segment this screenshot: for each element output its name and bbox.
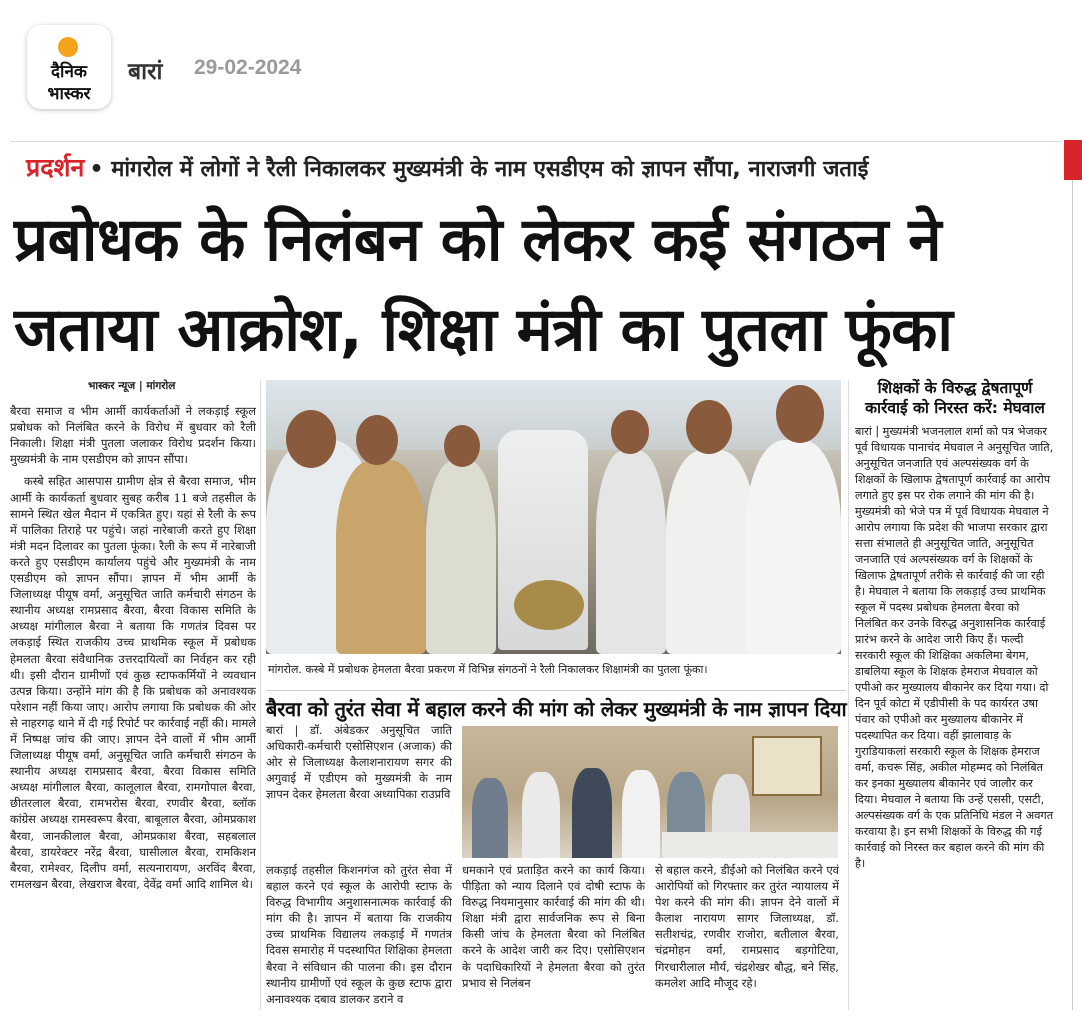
photo-person (336, 460, 426, 654)
page-edge-marker (1064, 140, 1082, 180)
main-paragraph-2: कस्बे सहित आसपास ग्रामीण क्षेत्र से बैरवा समाज, भीम आर्मी के कार्यकर्ता बुधवार सुबह करीब 11 बजे तहसील के सामने स्थित खेल मैदान में एकत्रित हुए। यहां से रैली के रूप में पालिका तिराहे पर पहुंचे। जहां नारेबाजी करते हुए शिक्षा मंत्री मदन दिलावर का पुतला फूंका। रैली के रूप में नारेबाजी करते हुए एसडीएम कार्यालय पहुंचे और मुख्यमंत्री के नाम एसडीएम को ज्ञापन सौंपा। ज्ञापन में भीम आर्मी के जिलाध्यक्ष पीयूष वर्मा, अनुसूचित जाति कर्मचारी संगठन के स्थानीय अध्यक्ष रामप्रसाद बैरवा, बैरवा विकास समिति के अध्यक्ष मांगीलाल बैरवा ने बताया कि गणतंत्र दिवस पर लकड़ाई स्थित राजकीय उच्च प्राथमिक स्कूल में प्रबोधक हेमलता बैरवा संवैधानिक उत्तरदायित्वों का निर्वहन कर रही थी। इसी दौरान ग्रामीणों एवं कुछ स्टाफकर्मियों ने व्यवधान उत्पन्न किया। उन्होंने मांग की है कि प्रबोधक को अनावश्यक परेशान नहीं किया जाए। आरोप लगाया कि प्रबोधक की ओर से नाहरगढ़ थाने में दी गई रिपोर्ट पर कार्रवाई नहीं की। मामले में निष्पक्ष जांच की जाए। ज्ञापन देने वालों में भीम आर्मी जिलाध्यक्ष पीयूष वर्मा, अनुसूचित जाति कर्मचारी संगठन के स्थानीय अध्यक्ष रामप्रसाद बैरवा, बैरवा विकास समिति अध्यक्ष मांगीलाल बैरवा, कालूलाल बैरवा, रामगोपाल बैरवा, छीतरलाल बैरवा, रामभरोस बैरवा, रणवीर बैरवा, ब्लॉक कांग्रेस अध्यक्ष रामस्वरूप बैरवा, बाबूलाल बैरवा, ओमप्रकाश बैरवा, जानकीलाल बैरवा, ओमप्रकाश बैरवा, सहबलाल बैरवा, डायरेक्टर नरेंद्र बैरवा, घासीलाल बैरवा, रामकिशन बैरवा, रामेश्वर, दिलीप वर्मा, सत्यनारायण, अरविंद बैरवा, रामलखन बैरवा, लेखराज बैरवा, देवेंद्र वर्मा आदि शामिल थे। (10, 474, 256, 891)
page-edge-line (1072, 180, 1073, 1010)
side-article-body: बारां | मुख्यमंत्री भजनलाल शर्मा को पत्र भेजकर पूर्व विधायक पानाचंद मेघवाल ने अनुसूचित जाति, अनुसूचित जनजाति एवं अल्पसंख्यक वर्ग के शिक्षकों के खिलाफ द्वेषतापूर्ण कार्रवाई का आरोप लगाते हुए इस पर रोक लगाने की मांग की है। मुख्यमंत्री को भेजे पत्र में पूर्व विधायक मेघवाल ने आरोप लगाया कि प्रदेश की भाजपा सरकार द्वारा सत्ता संभालते ही अनुसूचित जाति, अनुसूचित जनजाति एवं अल्पसंख्यक वर्ग के शिक्षकों के खिलाफ द्वेषतापूर्ण तरीके से कार्रवाई की जा रही है। मेघवाल ने बताया कि लकड़ाई उच्च प्राथमिक स्कूल में पदस्थ प्रबोधक हेमलता बैरवा को निलंबित कर उनके विरुद्ध अनुशासनिक कार्रवाई प्रारंभ करने के आदेश जारी किए हैं। फल्दी सरकारी स्कूल की शिक्षिका अकलिमा बेगम, डाबलिया स्कूल के शिक्षक हेमराज मेघवाल को एपीओ कर मुख्यालय बीकानेर कर दिया गया। दो दिन पूर्व कोटा में एडीपीसी के पद कार्यरत उषा पंवार को एपीओ कर मुख्यालय बीकानेर में पदस्थापित कर दिया। वहीं झालावाड़ के गुराडियाकलां सरकारी स्कूल के शिक्षक हेमराज वर्मा, कचरू सिंह, अकील मोहम्मद को निलंबित कर इनका मुख्यालय बीकानेर एवं जालौर कर दिया। मेघवाल ने बताया कि उन्हें एससी, एसटी, अल्पसंख्यक वर्ग के एक प्रतिनिधि मंडल ने अवगत करवाया है। इन सभी शिक्षकों के विरुद्ध की गई कार्रवाई को निरस्त कर बहाल करने की मांग की है। (855, 425, 1054, 870)
sub-article-text-b: लकड़ाई तहसील किशनगंज को तुरंत सेवा में बहाल करने एवं स्कूल के आरोपी स्टाफ के विरुद्ध विभागीय अनुशासनात्मक कार्रवाई की मांग की है। ज्ञापन में बताया कि राजकीय उच्च प्राथमिक विद्यालय लकड़ाई में गणतंत्र दिवस समारोह में पदस्थापित शिक्षिका हेमलता बैरवा ने संविधान की पालना की। इस दौरान स्थानीय ग्रामीणों एवं स्कूल के कुछ स्टाफ द्वारा अनावश्यक दबाव डालकर डराने व (266, 863, 452, 1006)
photo-person (426, 460, 496, 654)
sub-article-text-d: से बहाल करने, डीईओ को निलंबित करने एवं आरोपियों को गिरफ्तार कर तुरंत न्यायालय में पेश करने की मांग की। ज्ञापन देने वालों में कैलाश नारायण सागर जिलाध्यक्ष, डॉ. सतीशचंद्र, रणवीर राजोरा, बतीलाल बैरवा, चंद्रमोहन वर्मा, रामप्रसाद बड़गोटिया, गिरधारीलाल मौर्य, चंद्रशेखर बौद्ध, बने सिंह, कमलेश आदि मौजूद रहे। (655, 863, 839, 990)
memorandum-photo[interactable] (462, 726, 838, 858)
headline-line1: प्रबोधक के निलंबन को लेकर कई संगठन ने (14, 205, 942, 275)
edition-date: 29-02-2024 (194, 56, 302, 79)
headline-line2: जताया आक्रोश, शिक्षा मंत्री का पुतला फूंका (14, 295, 953, 365)
side-article-headline: शिक्षकों के विरुद्ध द्वेषतापूर्ण कार्रवाई को निरस्त करें: मेघवाल (865, 379, 1045, 417)
byline: भास्कर न्यूज | मांगरोल (88, 380, 176, 392)
photo-caption: मांगरोल. कस्बे में प्रबोधक हेमलता बैरवा प्रकरण में विभिन्न संगठनों ने रैली निकालकर शिक्षामंत्री का पुतला फूंका। (268, 663, 708, 676)
kicker-text: • मांगरोल में लोगों ने रैली निकालकर मुख्यमंत्री के नाम एसडीएम को ज्ञापन सौंपा, नाराजगी जताई (89, 157, 869, 182)
edition-city: बारां (128, 59, 163, 85)
kicker (26, 150, 1066, 184)
photo-person (746, 440, 841, 654)
main-paragraph-1: बैरवा समाज व भीम आर्मी कार्यकर्ताओं ने लकड़ाई स्कूल प्रबोधक को निलंबित करने के विरोध में बुधवार को रैली निकाली। शिक्षा मंत्री पुतला जलाकर विरोध प्रदर्शन किया। मुख्यमंत्री के नाम एसडीएम को ज्ञापन सौंपा। (10, 404, 256, 467)
sub-article-text-a: बारां | डॉ. अंबेडकर अनुसूचित जाति अधिकारी-कर्मचारी एसोसिएशन (अजाक) की ओर से जिलाध्यक्ष कैलाशनारायण सगर की अगुवाई में एडीएम को मुख्यमंत्री के नाम ज्ञापन देकर हेमलता बैरवा अध्यापिका राउप्रवि (266, 723, 452, 802)
logo-line2: भास्कर (47, 84, 91, 104)
divider-top (10, 141, 1062, 142)
logo-line1: दैनिक (51, 62, 87, 82)
side-article (855, 378, 1055, 1013)
column-divider (848, 380, 849, 1010)
logo-sun-icon (58, 37, 78, 57)
photo-person (596, 450, 666, 654)
main-article-column (10, 378, 256, 1013)
kicker-label: प्रदर्शन (26, 153, 85, 182)
photo-person (666, 450, 756, 654)
sub-article-headline: बैरवा को तुरंत सेवा में बहाल करने की मांग को लेकर मुख्यमंत्री के नाम ज्ञापन दिया (266, 690, 846, 722)
column-divider (260, 380, 261, 1010)
protest-photo[interactable] (266, 380, 841, 654)
page-header (0, 0, 1082, 135)
dainik-bhaskar-logo[interactable] (27, 25, 111, 109)
sub-article-text-c: धमकाने एवं प्रताड़ित करने का कार्य किया। पीड़िता को न्याय दिलाने एवं दोषी स्टाफ के विरुद्ध नियमानुसार कार्रवाई की मांग की थी। शिक्षा मंत्री द्वारा सार्वजनिक रूप से बिना किसी जांच के हेमलता बैरवा को निलंबित करने के आदेश जारी कर दिए। एसोसिएशन के पदाधिकारियों ने हेमलता बैरवा को तुरंत प्रभाव से निलंबन (462, 863, 645, 990)
